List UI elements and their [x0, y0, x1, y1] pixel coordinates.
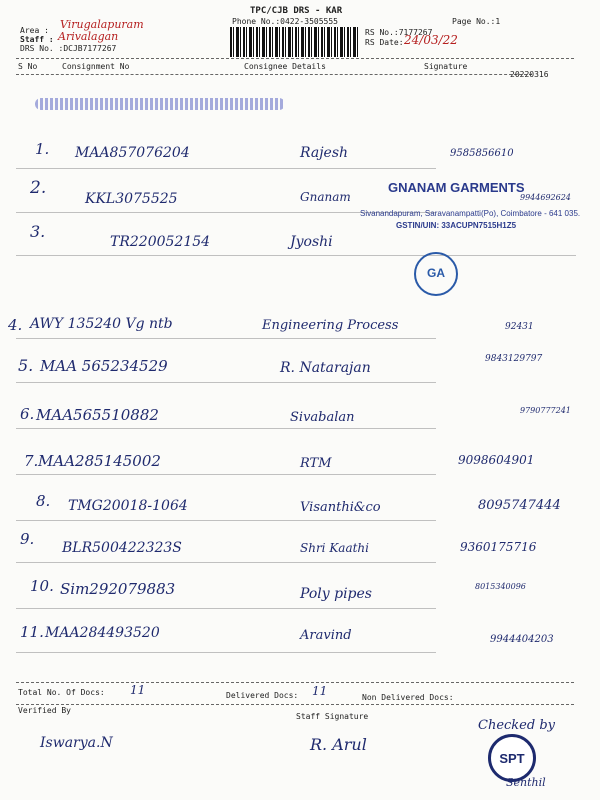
verified-by-signature: Iswarya.N: [40, 735, 113, 751]
company-stamp-name: GNANAM GARMENTS: [388, 180, 525, 195]
row-contact: 92431: [505, 322, 534, 332]
row-consignment: MAA 565234529: [40, 357, 168, 375]
checked-by-signature: Senthil: [506, 776, 546, 789]
row-contact: 9360175716: [460, 540, 537, 554]
rs-date-value: 24/03/22: [404, 33, 458, 47]
checked-by-label: Checked by: [478, 718, 555, 733]
columns-divider: [16, 74, 532, 75]
column-consignment: Consignment No: [62, 62, 130, 71]
column-signature: Signature: [424, 62, 468, 71]
row-sno: 8.: [36, 492, 51, 510]
company-seal-stamp: [414, 252, 458, 296]
phone-number: Phone No.:0422-3505555: [232, 17, 338, 26]
drs-number: DRS No. :DCJB7177267: [20, 44, 117, 53]
row-consignee: R. Natarajan: [280, 360, 371, 376]
non-delivered-docs-label: Non Delivered Docs:: [362, 693, 454, 702]
staff-signature: R. Arul: [310, 735, 367, 754]
rs-date-label: RS Date:: [365, 38, 404, 47]
row-contact: 9585856610: [450, 148, 514, 159]
verified-by-label: Verified By: [18, 706, 71, 715]
delivered-docs-label: Delivered Docs:: [226, 691, 299, 700]
header-divider: [16, 58, 574, 59]
company-stamp-address: Sivanandapuram, Saravanampatti(Po), Coimbatore - 641 035.: [360, 209, 581, 218]
row-contact: 8015340096: [475, 582, 526, 591]
row-rule: [16, 338, 436, 339]
row-contact: 9790777241: [520, 406, 571, 415]
row-consignment: TR220052154: [110, 234, 211, 250]
row-sno: 4.: [8, 316, 23, 334]
row-contact: 9944404203: [490, 634, 554, 645]
row-sno: 1.: [35, 140, 50, 158]
row-consignee: Sivabalan: [290, 410, 355, 425]
row-consignee: Aravind: [300, 628, 352, 643]
row-consignee: Poly pipes: [300, 586, 372, 602]
row-consignee: Engineering Process: [262, 318, 399, 333]
row-sno: 2.: [30, 178, 47, 198]
spt-stamp: SPT: [488, 734, 536, 782]
footer-divider-2: [16, 704, 574, 705]
column-consignee: Consignee Details: [244, 62, 326, 71]
row-sno: 9.: [20, 530, 35, 548]
row-rule: [16, 608, 436, 609]
total-docs-label: Total No. Of Docs:: [18, 688, 105, 697]
row-consignee: Visanthi&co: [300, 500, 381, 515]
row-rule: [16, 255, 576, 256]
date-code: 20220316: [510, 70, 549, 79]
row-consignment: AWY 135240 Vg ntb: [30, 316, 173, 332]
staff-label: Staff :: [20, 35, 54, 44]
row-consignee: Jyoshi: [290, 234, 333, 250]
staff-value: Arivalagan: [58, 30, 119, 43]
row-consignee: Gnanam: [300, 190, 351, 204]
row-rule: [16, 520, 436, 521]
row-sno: 7.: [24, 452, 39, 470]
row-rule: [16, 168, 436, 169]
delivered-docs-value: 11: [312, 684, 328, 698]
row-sno: 5.: [18, 356, 34, 375]
column-sno: S No: [18, 62, 38, 71]
row-consignment: BLR500422323S: [62, 540, 182, 556]
row-consignment: KKL3075525: [85, 191, 178, 207]
row-consignment: MAA565510882: [36, 406, 159, 424]
staff-signature-label: Staff Signature: [296, 712, 369, 721]
company-seal-initials: GA: [427, 266, 445, 280]
area-label: Area :: [20, 26, 49, 35]
total-docs-value: 11: [130, 683, 146, 697]
row-contact: 9098604901: [458, 453, 535, 467]
row-consignment: MAA284493520: [45, 625, 160, 641]
row-consignee: RTM: [300, 456, 332, 471]
scribbled-text: [35, 98, 285, 110]
page-number: Page No.:1: [452, 17, 501, 26]
barcode: [230, 27, 358, 57]
row-consignment: MAA857076204: [75, 145, 190, 161]
company-stamp-gstin: GSTIN/UIN: 33ACUPN7515H1Z5: [396, 221, 517, 230]
row-contact: 9944692624: [520, 193, 571, 202]
row-rule: [16, 562, 436, 563]
row-consignee: Shri Kaathi: [300, 541, 369, 555]
row-contact: 9843129797: [485, 354, 543, 364]
row-rule: [16, 652, 436, 653]
row-rule: [16, 382, 436, 383]
row-sno: 10.: [30, 577, 54, 595]
area-value: Virugalapuram: [60, 18, 144, 31]
row-sno: 6.: [20, 405, 35, 423]
rs-number: RS No.:7177267: [365, 28, 433, 37]
row-sno: 3.: [30, 222, 46, 241]
footer-divider: [16, 682, 574, 683]
row-consignment: Sim292079883: [60, 580, 176, 598]
document-title: TPC/CJB DRS - KAR: [250, 6, 343, 16]
row-rule: [16, 428, 436, 429]
row-consignment: MAA285145002: [38, 452, 161, 470]
row-rule: [16, 474, 436, 475]
row-consignee: Rajesh: [300, 145, 349, 161]
row-contact: 8095747444: [478, 498, 561, 513]
row-consignment: TMG20018-1064: [68, 498, 188, 514]
row-sno: 11.: [20, 623, 44, 641]
